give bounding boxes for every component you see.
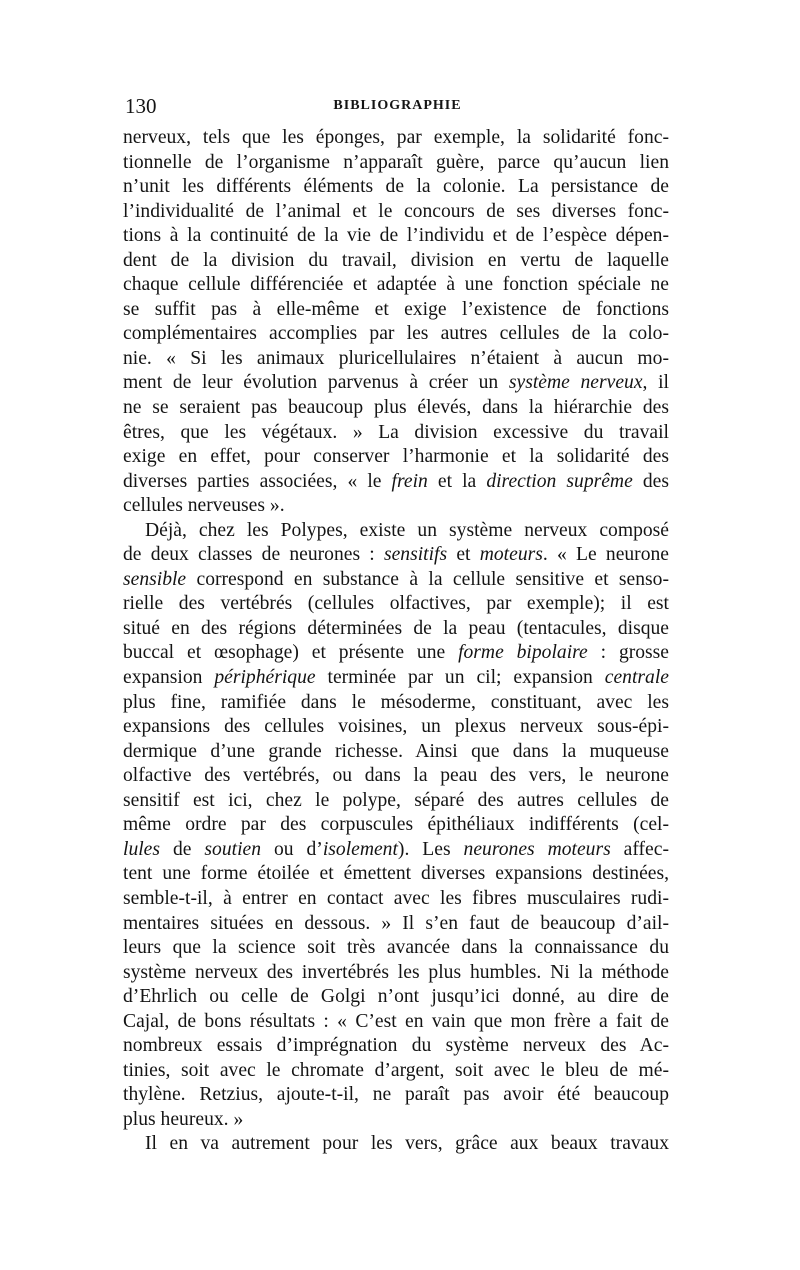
text-line xyxy=(123,1108,669,1133)
text-line xyxy=(123,764,669,789)
page-number: 130 xyxy=(125,94,157,118)
text-run: olfactive des vertébrés, ou dans la peau des vers, le neurone xyxy=(123,765,669,787)
text-run: tinies, soit avec le chromate d’argent, soit avec le bleu de mé- xyxy=(123,1059,669,1081)
text-run: tent une forme étoilée et émettent diverses expansions destinées, xyxy=(123,863,669,885)
text-run: des xyxy=(632,470,669,492)
text-run: plus fine, ramifiée dans le mésoderme, constituant, avec les xyxy=(123,691,669,713)
text-run: . « Le neurone xyxy=(542,544,669,566)
text-line xyxy=(123,740,669,765)
text-run: tionnelle de l’organisme n’apparaît guère, parce qu’aucun lien xyxy=(123,151,669,173)
text-line xyxy=(123,200,669,225)
text-run: semble-t-il, à entrer en contact avec les fibres musculaires rudi- xyxy=(123,887,669,909)
text-run: Cajal, de bons résultats : « C’est en vain que mon frère a fait de xyxy=(123,1010,669,1032)
text-line xyxy=(123,936,669,961)
text-run: cellules nerveuses ». xyxy=(123,495,285,517)
running-head: BIBLIOGRAPHIE xyxy=(333,98,462,113)
text-run: ment de leur évolution parvenus à créer un xyxy=(123,372,509,394)
text-run: mentaires situées en dessous. » Il s’en faut de beaucoup d’ail- xyxy=(123,912,669,934)
text-line xyxy=(123,1059,669,1084)
italic-phrase: moteurs xyxy=(479,544,543,566)
text-line xyxy=(123,912,669,937)
text-line xyxy=(123,175,669,200)
text-line xyxy=(123,887,669,912)
text-run: situé en des régions déterminées de la peau (tentacules, disque xyxy=(123,617,669,639)
text-run: , il xyxy=(642,372,669,394)
text-run: et la xyxy=(427,470,487,492)
text-run: ne se seraient pas beaucoup plus élevés, dans la hiérarchie des xyxy=(123,397,669,419)
text-run: êtres, que les végétaux. » La division excessive du travail xyxy=(123,421,669,443)
text-line xyxy=(123,445,669,470)
text-line xyxy=(123,641,669,666)
text-run: exige en effet, pour conserver l’harmonie et la solidarité des xyxy=(123,446,669,468)
text-run: n’unit les différents éléments de la colonie. La persistance de xyxy=(123,176,669,198)
text-line xyxy=(123,862,669,887)
text-run: plus heureux. » xyxy=(123,1108,244,1130)
text-run: expansions des cellules voisines, un plexus nerveux sous-épi- xyxy=(123,716,669,738)
text-line xyxy=(123,789,669,814)
text-run: de xyxy=(160,838,205,860)
italic-phrase: système nerveux xyxy=(508,372,643,394)
text-run: diverses parties associées, « le xyxy=(123,470,392,492)
text-run: affec- xyxy=(610,838,669,860)
text-run: dent de la division du travail, division en vertu de laquelle xyxy=(123,249,669,271)
text-run: Déjà, chez les Polypes, existe un système nerveux composé xyxy=(145,519,669,541)
italic-phrase: neurones moteurs xyxy=(463,838,611,860)
text-run: ). Les xyxy=(397,838,464,860)
text-line xyxy=(123,371,669,396)
italic-phrase: direction suprême xyxy=(486,470,633,492)
text-run: de deux classes de neurones : xyxy=(123,544,384,566)
text-run: chaque cellule différenciée et adaptée à une fonction spéciale ne xyxy=(123,274,669,296)
text-line xyxy=(123,1010,669,1035)
text-line xyxy=(123,813,669,838)
text-run: complémentaires accomplies par les autres cellules de la colo- xyxy=(123,323,669,345)
text-line xyxy=(123,273,669,298)
text-run: se suffit pas à elle-même et exige l’existence de fonctions xyxy=(123,298,669,320)
text-run: buccal et œsophage) et présente une xyxy=(123,642,459,664)
text-line xyxy=(123,985,669,1010)
italic-phrase: lules xyxy=(123,838,161,860)
text-line xyxy=(123,224,669,249)
text-run: ou d’ xyxy=(261,838,323,860)
text-line xyxy=(123,396,669,421)
text-line xyxy=(123,151,669,176)
text-line xyxy=(123,543,669,568)
text-line xyxy=(123,519,669,544)
text-line xyxy=(123,568,669,593)
text-run: sensitif est ici, chez le polype, séparé des autres cellules de xyxy=(123,789,669,811)
text-run: système nerveux des invertébrés les plus humbles. Ni la méthode xyxy=(123,961,669,983)
text-run: même ordre par des corpuscules épithéliaux indifférents (cel- xyxy=(123,814,669,836)
text-run: leurs que la science soit très avancée dans la connaissance du xyxy=(123,937,669,959)
text-run: tions à la continuité de la vie de l’individu et de l’espèce dépen- xyxy=(123,225,669,247)
text-line xyxy=(123,1132,669,1157)
italic-phrase: isolement xyxy=(322,838,398,860)
text-line xyxy=(123,592,669,617)
italic-phrase: sensible xyxy=(123,568,187,590)
text-line xyxy=(123,691,669,716)
text-line xyxy=(123,1034,669,1059)
italic-phrase: périphérique xyxy=(214,667,316,689)
text-run: nie. « Si les animaux pluricellulaires n’étaient à aucun mo- xyxy=(123,347,669,369)
text-line xyxy=(123,961,669,986)
italic-phrase: soutien xyxy=(204,838,262,860)
italic-phrase: centrale xyxy=(604,667,669,689)
text-line xyxy=(123,494,669,519)
text-line xyxy=(123,322,669,347)
text-line xyxy=(123,617,669,642)
text-run: nombreux essais d’imprégnation du système nerveux des Ac- xyxy=(123,1035,669,1057)
text-line xyxy=(123,298,669,323)
italic-phrase: frein xyxy=(391,470,428,492)
italic-phrase: sensitifs xyxy=(383,544,448,566)
text-line xyxy=(123,715,669,740)
text-line xyxy=(123,470,669,495)
italic-phrase: forme bipolaire xyxy=(458,642,588,664)
text-run: et xyxy=(447,544,480,566)
text-run: rielle des vertébrés (cellules olfactives, par exemple); il est xyxy=(123,593,669,615)
text-run: : grosse xyxy=(587,642,670,664)
text-run: terminée par un cil; expansion xyxy=(315,667,605,689)
text-run: dermique d’une grande richesse. Ainsi que dans la muqueuse xyxy=(123,740,669,762)
text-line xyxy=(123,838,669,863)
text-run: Il en va autrement pour les vers, grâce aux beaux travaux xyxy=(145,1133,669,1155)
text-line xyxy=(123,421,669,446)
text-run: nerveux, tels que les éponges, par exemple, la solidarité fonc- xyxy=(123,127,669,148)
page-header xyxy=(125,94,670,118)
text-run: d’Ehrlich ou celle de Golgi n’ont jusqu’ici donné, au dire de xyxy=(123,986,669,1008)
text-run: correspond en substance à la cellule sensitive et senso- xyxy=(186,568,669,590)
text-line xyxy=(123,666,669,691)
text-run: l’individualité de l’animal et le concours de ses diverses fonc- xyxy=(123,200,669,222)
body-text xyxy=(123,126,669,1157)
text-run: expansion xyxy=(123,667,215,689)
text-line xyxy=(123,126,669,151)
text-run: thylène. Retzius, ajoute-t-il, ne paraît pas avoir été beaucoup xyxy=(123,1084,669,1106)
text-line xyxy=(123,347,669,372)
text-line xyxy=(123,249,669,274)
text-line xyxy=(123,1083,669,1108)
